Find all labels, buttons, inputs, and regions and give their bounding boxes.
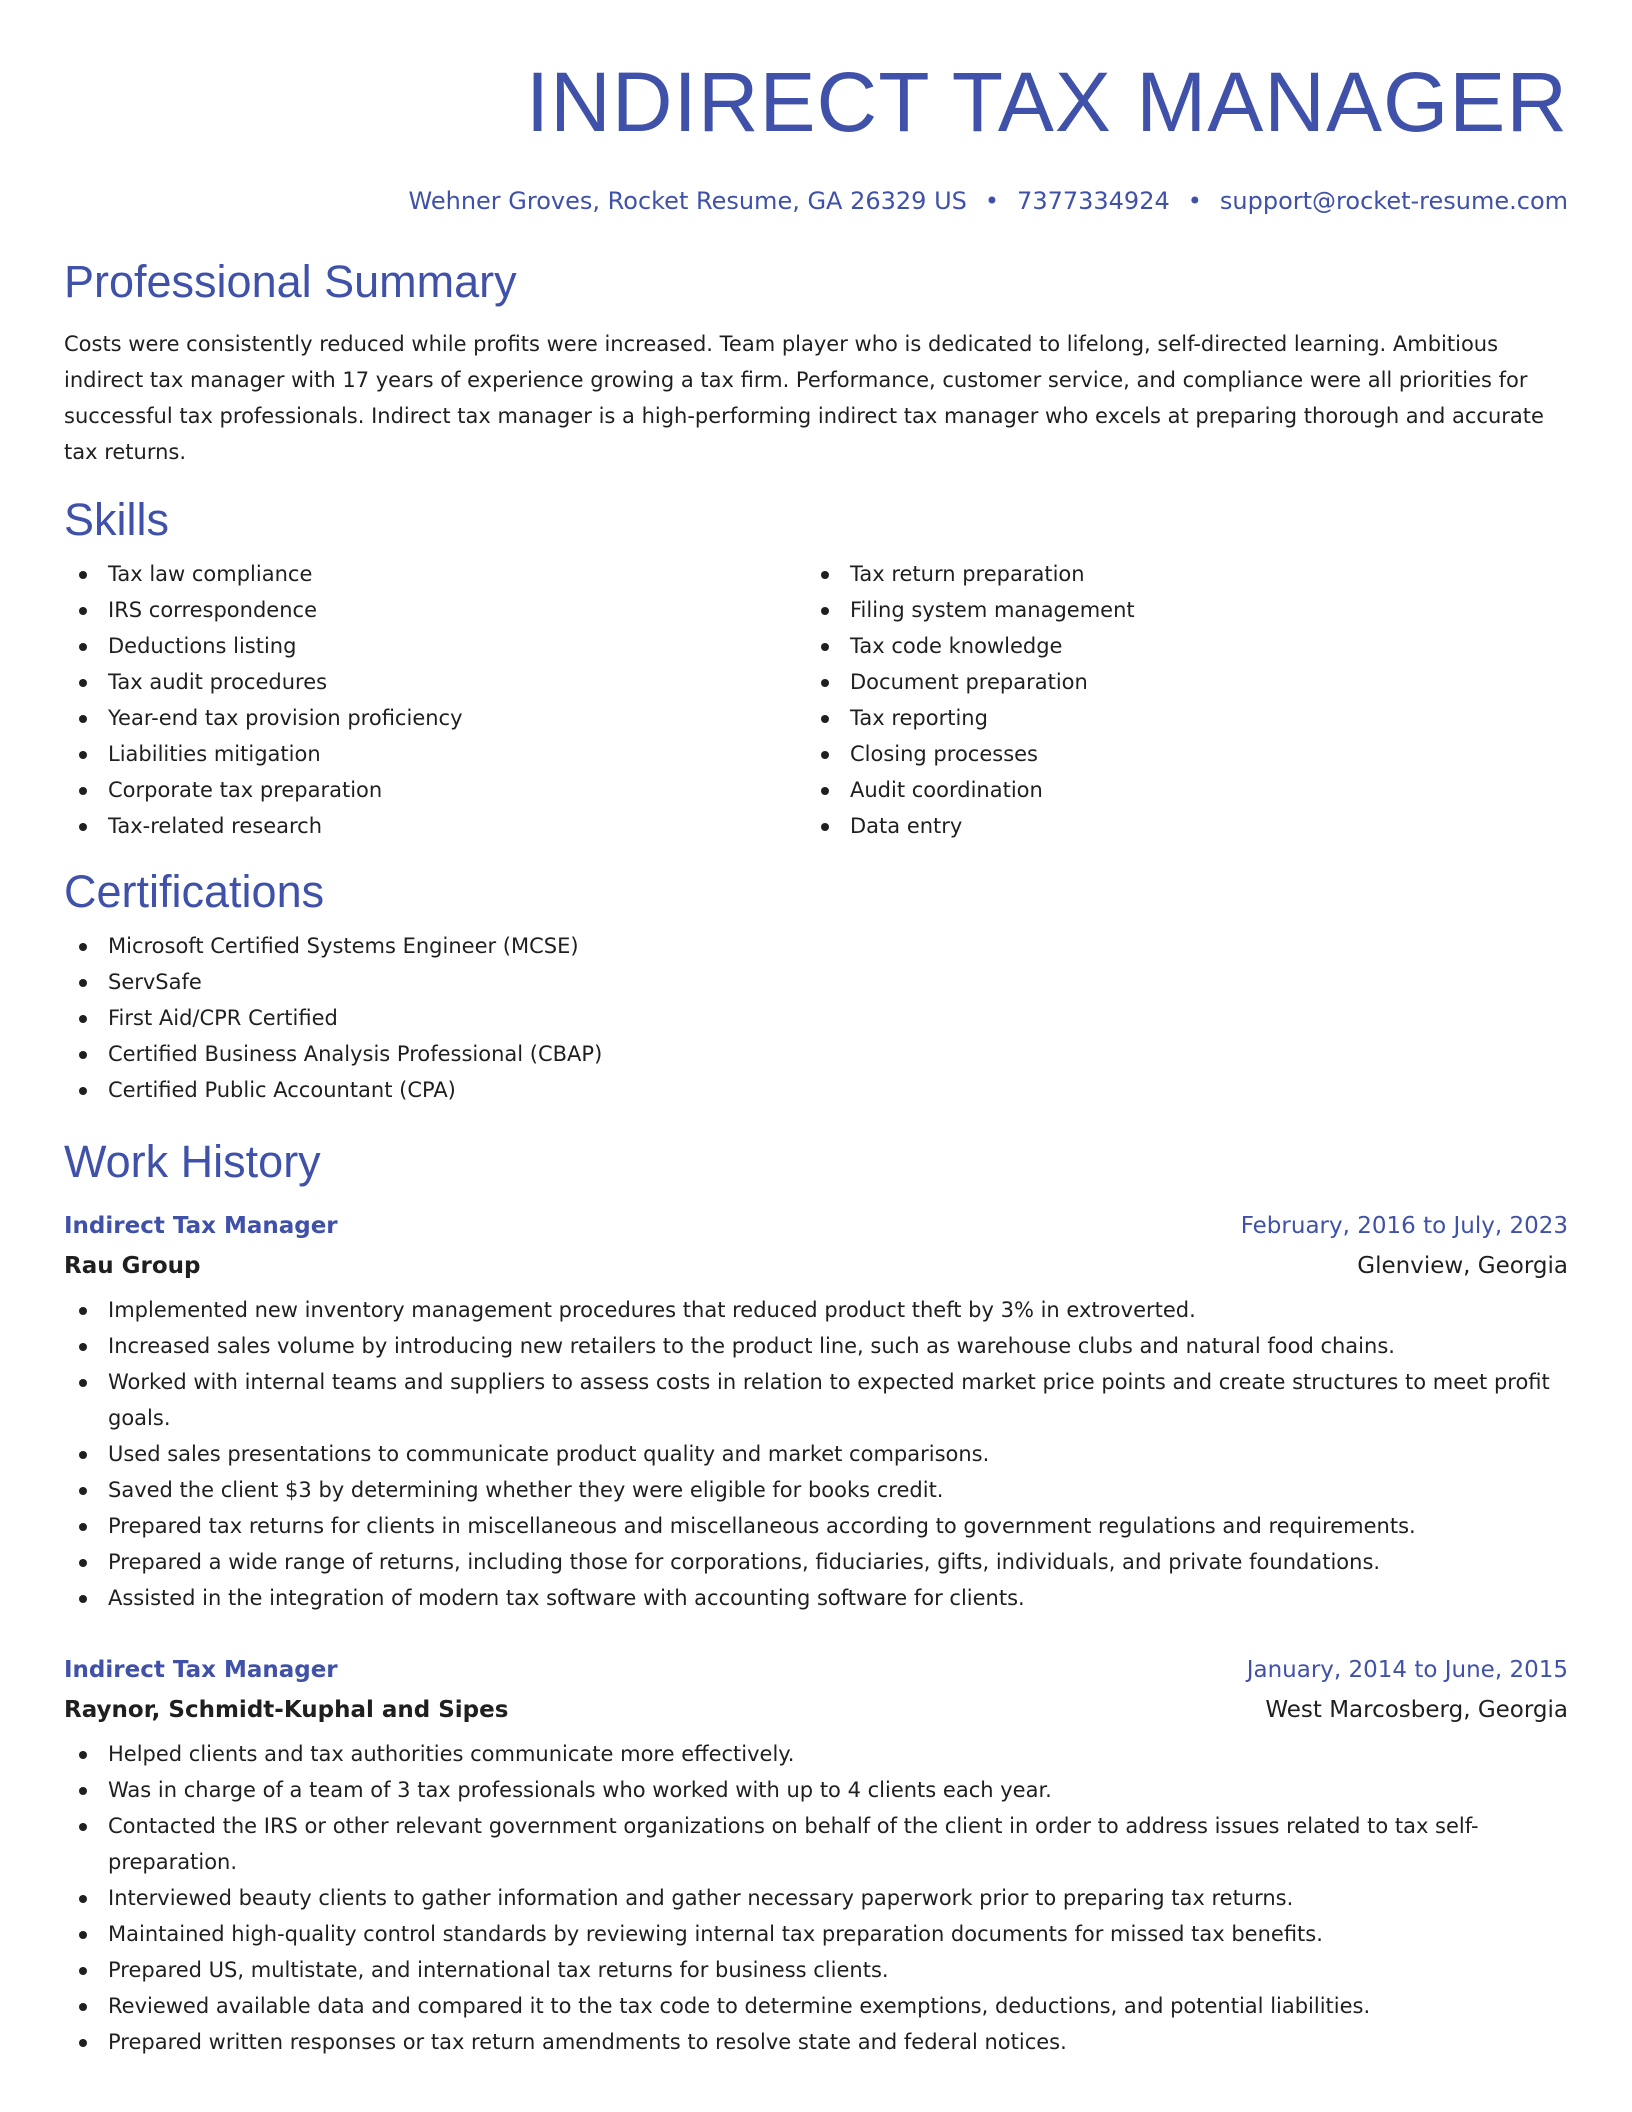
job-title-heading: INDIRECT TAX MANAGER bbox=[525, 55, 1568, 149]
skill-item: Audit coordination bbox=[806, 772, 1548, 808]
job-bullet: Prepared US, multistate, and international tax returns for business clients. bbox=[64, 1952, 1568, 1988]
job-bullet: Interviewed beauty clients to gather information and gather necessary paperwork prior to preparing tax returns. bbox=[64, 1880, 1568, 1916]
skill-item: Filing system management bbox=[806, 592, 1548, 628]
certification-item: Microsoft Certified Systems Engineer (MCSE) bbox=[64, 928, 1568, 964]
job-bullet: Prepared a wide range of returns, including those for corporations, fiduciaries, gifts, individuals, and private foundations. bbox=[64, 1544, 1568, 1580]
certification-item: ServSafe bbox=[64, 964, 1568, 1000]
skills-heading: Skills bbox=[64, 494, 170, 545]
job-role: Indirect Tax Manager bbox=[64, 1657, 338, 1683]
certifications-heading: Certifications bbox=[64, 866, 325, 917]
skills-section bbox=[64, 492, 1568, 844]
job-bullet: Worked with internal teams and suppliers to assess costs in relation to expected market price points and create structures to meet profit goals. bbox=[64, 1364, 1568, 1436]
summary-heading: Professional Summary bbox=[64, 256, 517, 307]
skill-item: Document preparation bbox=[806, 664, 1548, 700]
skill-item: Tax law compliance bbox=[64, 556, 806, 592]
work-history-section bbox=[64, 1134, 1568, 2060]
skills-grid bbox=[64, 556, 1568, 844]
skill-item: Tax return preparation bbox=[806, 556, 1548, 592]
skill-item: Corporate tax preparation bbox=[64, 772, 806, 808]
certifications-section bbox=[64, 864, 1568, 1108]
job-bullet: Assisted in the integration of modern tax software with accounting software for clients. bbox=[64, 1580, 1568, 1616]
skill-item: Liabilities mitigation bbox=[64, 736, 806, 772]
summary-text: Costs were consistently reduced while profits were increased. Team player who is dedicated to lifelong, self-directed learning. Ambitious indirect tax manager with 17 years of experience growing a tax firm. Performance, customer service, and compliance were all priorities for successful tax professionals. Indirect tax manager is a high-performing indirect tax manager who excels at preparing thorough and accurate tax returns. bbox=[64, 332, 1544, 464]
skill-item: Data entry bbox=[806, 808, 1548, 844]
job-bullet: Contacted the IRS or other relevant government organizations on behalf of the client in order to address issues related to tax self-preparation. bbox=[64, 1808, 1568, 1880]
job-bullet: Increased sales volume by introducing new retailers to the product line, such as warehouse clubs and natural food chains. bbox=[64, 1328, 1568, 1364]
job-bullet: Helped clients and tax authorities communicate more effectively. bbox=[64, 1736, 1568, 1772]
job-bullet: Reviewed available data and compared it to the tax code to determine exemptions, deductions, and potential liabilities. bbox=[64, 1988, 1568, 2024]
job-company: Raynor, Schmidt-Kuphal and Sipes bbox=[64, 1697, 509, 1723]
job-header-row bbox=[64, 1654, 1568, 1686]
skill-item: Tax code knowledge bbox=[806, 628, 1548, 664]
skill-item: Year-end tax provision proficiency bbox=[64, 700, 806, 736]
skill-item: Tax-related research bbox=[64, 808, 806, 844]
skill-item: IRS correspondence bbox=[64, 592, 806, 628]
contact-address: Wehner Groves, Rocket Resume, GA 26329 US bbox=[408, 187, 967, 215]
contact-separator: • bbox=[1187, 187, 1202, 215]
skill-item: Closing processes bbox=[806, 736, 1548, 772]
job-bullet: Maintained high-quality control standards by reviewing internal tax preparation documents for missed tax benefits. bbox=[64, 1916, 1568, 1952]
job-dates: January, 2014 to June, 2015 bbox=[1246, 1657, 1568, 1683]
skill-item: Tax audit procedures bbox=[64, 664, 806, 700]
job-company-row bbox=[64, 1250, 1568, 1282]
job-bullet: Used sales presentations to communicate product quality and market comparisons. bbox=[64, 1436, 1568, 1472]
contact-email[interactable]: support@rocket-resume.com bbox=[1219, 187, 1568, 215]
certifications-list bbox=[64, 928, 1568, 1108]
job-bullet: Implemented new inventory management procedures that reduced product theft by 3% in extroverted. bbox=[64, 1292, 1568, 1328]
skill-item: Tax reporting bbox=[806, 700, 1548, 736]
job-bullet: Prepared written responses or tax return amendments to resolve state and federal notices. bbox=[64, 2024, 1568, 2060]
contact-line bbox=[64, 186, 1568, 216]
job-location: Glenview, Georgia bbox=[1357, 1253, 1568, 1279]
job-bullet: Saved the client $3 by determining whether they were eligible for books credit. bbox=[64, 1472, 1568, 1508]
certification-item: First Aid/CPR Certified bbox=[64, 1000, 1568, 1036]
summary-section bbox=[64, 254, 1568, 470]
certification-item: Certified Public Accountant (CPA) bbox=[64, 1072, 1568, 1108]
job-company: Rau Group bbox=[64, 1253, 201, 1279]
job-role: Indirect Tax Manager bbox=[64, 1213, 338, 1239]
job-location: West Marcosberg, Georgia bbox=[1265, 1697, 1568, 1723]
job-bullet: Was in charge of a team of 3 tax professionals who worked with up to 4 clients each year. bbox=[64, 1772, 1568, 1808]
skills-list-right bbox=[806, 556, 1548, 844]
job-header-row bbox=[64, 1210, 1568, 1242]
job-bullets bbox=[64, 1292, 1568, 1616]
certification-item: Certified Business Analysis Professional (CBAP) bbox=[64, 1036, 1568, 1072]
skills-list-left bbox=[64, 556, 806, 844]
job-company-row bbox=[64, 1694, 1568, 1726]
contact-phone: 7377334924 bbox=[1017, 187, 1170, 215]
skill-item: Deductions listing bbox=[64, 628, 806, 664]
job-bullet: Prepared tax returns for clients in miscellaneous and miscellaneous according to government regulations and requirements. bbox=[64, 1508, 1568, 1544]
contact-separator: • bbox=[984, 187, 1000, 215]
resume-header bbox=[64, 52, 1568, 216]
job-dates: February, 2016 to July, 2023 bbox=[1240, 1213, 1568, 1239]
job-entry bbox=[64, 1654, 1568, 2060]
job-entry bbox=[64, 1210, 1568, 1616]
job-bullets bbox=[64, 1736, 1568, 2060]
work-history-heading: Work History bbox=[64, 1136, 321, 1187]
